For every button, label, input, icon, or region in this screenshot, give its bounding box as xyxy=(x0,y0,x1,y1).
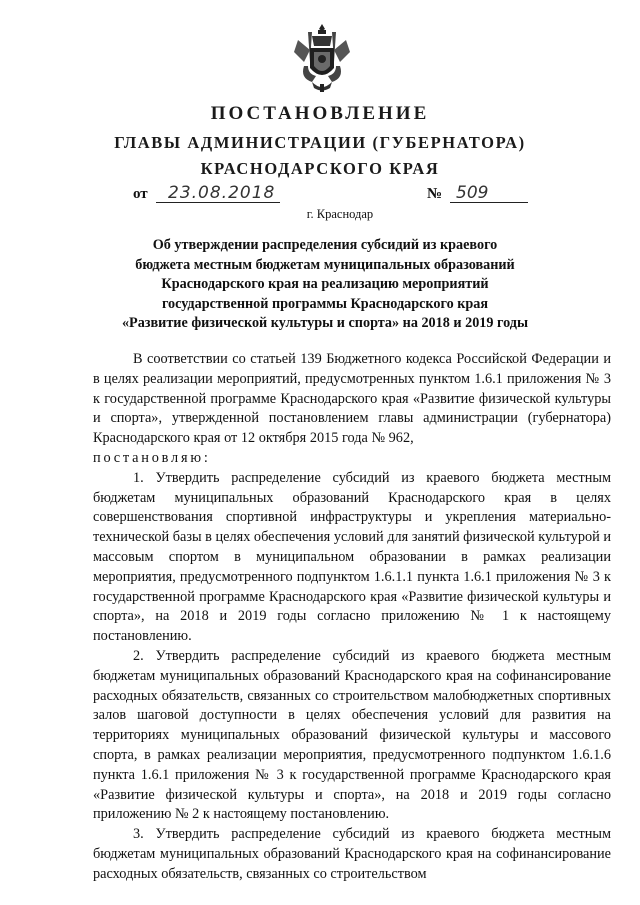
title-line: Краснодарского края на реализацию мероприятий xyxy=(161,276,489,292)
document-type-heading: ПОСТАНОВЛЕНИЕ xyxy=(210,103,430,124)
city-label: г. Краснодар xyxy=(306,207,374,221)
resolve-word: постановляю: xyxy=(93,449,211,466)
region-heading: КРАСНОДАРСКОГО КРАЯ xyxy=(200,159,440,178)
issuer-heading: ГЛАВЫ АДМИНИСТРАЦИИ (ГУБЕРНАТОРА) xyxy=(114,133,526,152)
document-number: 509 xyxy=(450,183,528,203)
date-number-row xyxy=(0,183,640,207)
document-date: 23.08.2018 xyxy=(156,183,280,203)
document-title xyxy=(100,236,550,334)
preamble-paragraph: В соответствии со статьей 139 Бюджетного кодекса Российской Федерации и в целях реализации мероприятий, предусмотренных пунктом 1.6.1 приложения № 3 к государственной программе Краснодарского края «Развитие физической культуры и спорта», утвержденной постановлением главы администрации (губернатора) Краснодарского края от 12 октября 2015 года № 962, xyxy=(93,351,611,447)
item-1-paragraph: 1. Утвердить распределение субсидий из краевого бюджета местным бюджетам муниципальных образований Краснодарского края в целях совершенствования спортивной инфраструктуры и укрепления материально-технической базы в целях обеспечения условий для занятий физической культурой и массовым спортом в муниципальном образовании в рамках реализации мероприятия, предусмотренного подпунктом 1.6.1.1 пункта 1.6.1 приложения № 3 к государственной программе Краснодарского края «Развитие физической культуры и спорта», на 2018 и 2019 годы согласно приложению № 1 к настоящему постановлению. xyxy=(93,469,611,645)
title-line: бюджета местным бюджетам муниципальных образований xyxy=(135,256,515,273)
number-prefix: № xyxy=(427,186,443,202)
item-3-paragraph: 3. Утвердить распределение субсидий из краевого бюджета местным бюджетам муниципальных образований Краснодарского края на софинансирование расходных обязательств, связанных со строительством xyxy=(93,826,611,882)
title-line: «Развитие физической культуры и спорта» на 2018 и 2019 годы xyxy=(121,315,529,331)
title-line: Об утверждении распределения субсидий из краевого xyxy=(152,237,498,253)
item-2-paragraph: 2. Утвердить распределение субсидий из краевого бюджета местным бюджетам муниципальных образований Краснодарского края на софинансирование расходных обязательств, связанных со строительством малобюджетных спортивных залов шаговой доступности в целях обеспечения условий для развития на территориях муниципальных образований физической культуры и массового спорта, в рамках реализации мероприятия, предусмотренного подпунктом 1.6.1.6 пункта 1.6.1 приложения № 3 к государственной программе Краснодарского края «Развитие физической культуры и спорта», на 2018 и 2019 годы согласно приложению № 2 к настоящему постановлению. xyxy=(93,647,611,823)
title-line: государственной программы Краснодарского края xyxy=(161,295,489,312)
document-body xyxy=(93,350,611,885)
coat-of-arms-icon xyxy=(290,22,354,94)
date-prefix: от xyxy=(133,186,148,202)
